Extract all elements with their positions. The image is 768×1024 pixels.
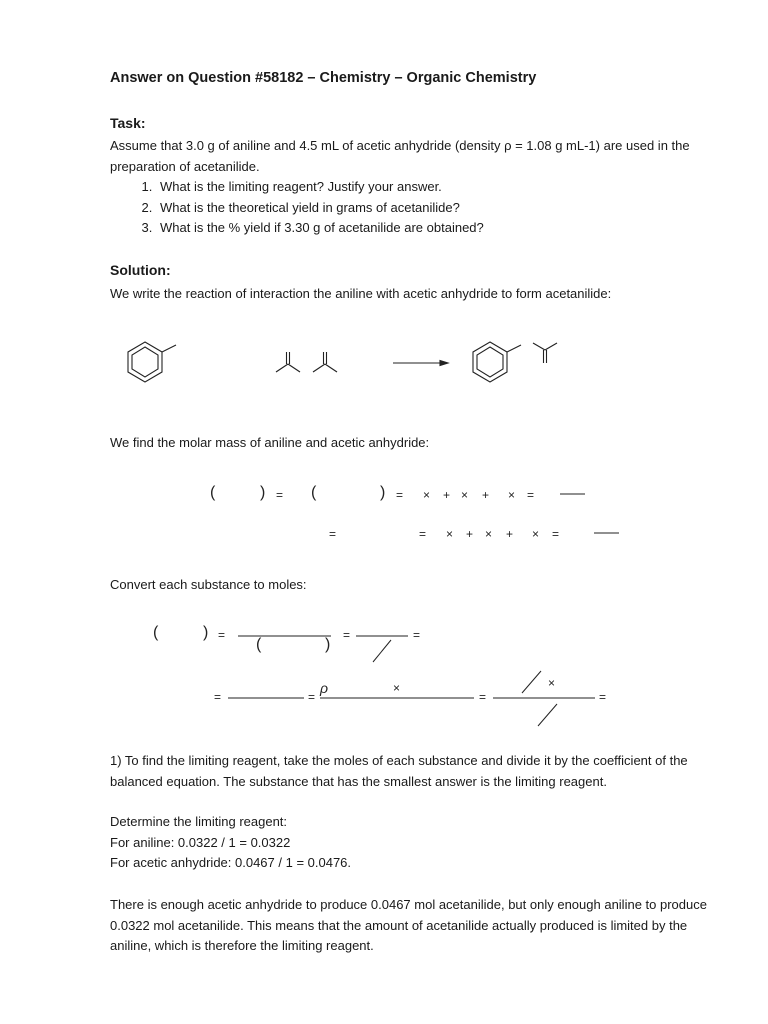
paren-close: ) <box>325 636 331 653</box>
times-sign: × <box>393 681 401 695</box>
equals-sign: = <box>396 488 404 502</box>
equals-sign: = <box>329 527 337 541</box>
equals-sign: = <box>527 488 535 502</box>
aniline-calc: For aniline: 0.0322 / 1 = 0.0322 <box>110 835 291 850</box>
task-text: Assume that 3.0 g of aniline and 4.5 mL of acetic anhydride (density ρ = 1.08 g mL-1) are used in the preparation of acetanilide. <box>110 138 690 174</box>
solution-heading: Solution: <box>110 262 171 278</box>
times-sign: × <box>423 488 431 502</box>
equals-sign: = <box>599 690 607 704</box>
plus-sign: + <box>466 527 474 541</box>
plus-sign: + <box>443 488 451 502</box>
equals-sign: = <box>276 488 284 502</box>
slash-mark <box>522 671 541 693</box>
equals-sign: = <box>552 527 560 541</box>
paren-open: ( <box>256 636 262 653</box>
times-sign: × <box>532 527 540 541</box>
question-1: 1. What is the limiting reagent? Justify your answer. <box>156 177 484 198</box>
density-symbol: ρ <box>320 680 329 696</box>
times-sign: × <box>461 488 469 502</box>
reaction-intro: We write the reaction of interaction the aniline with acetic anhydride to form acetanilide: <box>110 286 612 301</box>
paren-open: ( <box>153 624 159 641</box>
determine-heading: Determine the limiting reagent: <box>110 814 288 829</box>
convert-intro: Convert each substance to moles: <box>110 577 307 592</box>
equals-sign: = <box>479 690 487 704</box>
paren-open: ( <box>210 484 216 501</box>
equals-sign: = <box>214 690 222 704</box>
question-3: 3. What is the % yield if 3.30 g of acetanilide are obtained? <box>156 218 484 239</box>
equals-sign: = <box>419 527 427 541</box>
conclusion: There is enough acetic anhydride to produce 0.0467 mol acetanilide, but only enough aniline to produce 0.0322 mol acetanilide. This means that the amount of acetanilide actually produced is limited by the aniline, which is therefore the limiting reagent. <box>110 897 707 953</box>
slash-mark <box>373 640 391 662</box>
question-2: 2. What is the theoretical yield in grams of acetanilide? <box>156 198 484 219</box>
paren-close: ) <box>380 484 386 501</box>
times-sign: × <box>548 676 556 690</box>
equals-sign: = <box>308 690 316 704</box>
limiting-intro: 1) To find the limiting reagent, take the moles of each substance and divide it by the coefficient of the balanced equation. The substance that has the smallest answer is the limiting reagent. <box>110 753 688 789</box>
task-heading: Task: <box>110 115 146 131</box>
times-sign: × <box>508 488 516 502</box>
paren-open: ( <box>311 484 317 501</box>
times-sign: × <box>446 527 454 541</box>
plus-sign: + <box>482 488 490 502</box>
plus-sign: + <box>506 527 514 541</box>
equals-sign: = <box>343 628 351 642</box>
equals-sign: = <box>218 628 226 642</box>
equals-sign: = <box>413 628 421 642</box>
molar-mass-intro: We find the molar mass of aniline and acetic anhydride: <box>110 435 430 450</box>
paren-close: ) <box>203 624 209 641</box>
page-title: Answer on Question #58182 – Chemistry – Organic Chemistry <box>110 70 537 86</box>
slash-mark <box>538 704 557 726</box>
anhydride-calc: For acetic anhydride: 0.0467 / 1 = 0.0476. <box>110 855 352 870</box>
times-sign: × <box>485 527 493 541</box>
paren-close: ) <box>260 484 266 501</box>
